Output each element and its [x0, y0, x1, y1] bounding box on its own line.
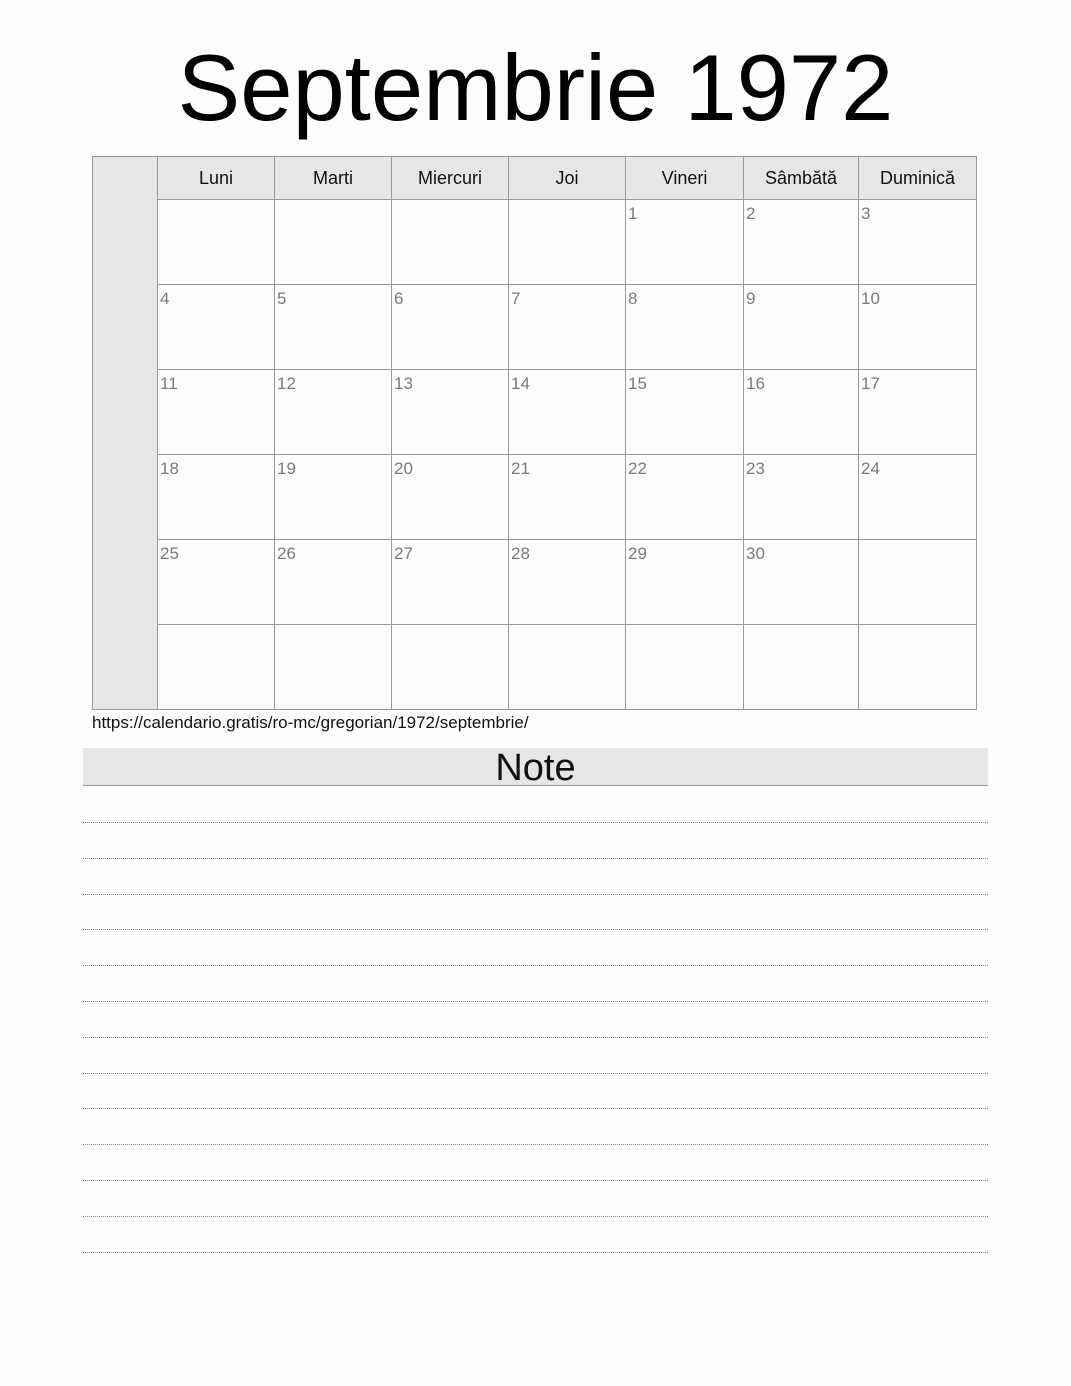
day-cell: [392, 370, 509, 455]
day-number: 9: [746, 289, 756, 308]
day-number: 27: [394, 544, 413, 563]
day-number: 6: [394, 289, 404, 308]
day-cell: [509, 540, 626, 625]
weekday-header: Duminică: [859, 157, 977, 200]
weekday-header: Miercuri: [392, 157, 509, 200]
note-line: [83, 894, 988, 895]
day-number: 2: [746, 204, 756, 223]
day-number: 4: [160, 289, 170, 308]
day-cell: [859, 285, 977, 370]
day-number: 3: [861, 204, 871, 223]
day-cell: [859, 370, 977, 455]
day-cell: [275, 370, 392, 455]
day-cell: [626, 285, 744, 370]
day-cell: [509, 455, 626, 540]
day-cell: [744, 455, 859, 540]
note-line: [83, 1180, 988, 1181]
week-row: [158, 370, 977, 455]
day-number: 19: [277, 459, 296, 478]
note-line: [83, 1037, 988, 1038]
day-cell: [509, 625, 626, 710]
day-cell: [626, 625, 744, 710]
day-number: 30: [746, 544, 765, 563]
day-number: 13: [394, 374, 413, 393]
day-number: 12: [277, 374, 296, 393]
week-row: [158, 200, 977, 285]
day-number: 24: [861, 459, 880, 478]
day-cell: [744, 285, 859, 370]
week-number-column: [93, 157, 158, 709]
week-row: [158, 285, 977, 370]
day-cell: [275, 625, 392, 710]
day-cell: [158, 200, 275, 285]
day-number: 10: [861, 289, 880, 308]
day-cell: [392, 285, 509, 370]
day-cell: [275, 455, 392, 540]
note-line: [83, 1252, 988, 1253]
day-cell: [392, 625, 509, 710]
note-line: [83, 1073, 988, 1074]
day-cell: [275, 540, 392, 625]
weekday-header: Joi: [509, 157, 626, 200]
note-line: [83, 858, 988, 859]
note-line: [83, 1216, 988, 1217]
day-cell: [392, 455, 509, 540]
day-cell: [392, 200, 509, 285]
day-number: 1: [628, 204, 638, 223]
day-cell: [158, 455, 275, 540]
day-grid: [158, 200, 977, 710]
notes-title: Note: [83, 748, 988, 786]
week-row: [158, 455, 977, 540]
note-line: [83, 965, 988, 966]
calendar-grid: [92, 156, 977, 710]
day-cell: [626, 540, 744, 625]
day-number: 29: [628, 544, 647, 563]
day-number: 5: [277, 289, 287, 308]
week-row: [158, 625, 977, 710]
weekday-header: Sâmbătă: [744, 157, 859, 200]
day-number: 23: [746, 459, 765, 478]
page-title: Septembrie 1972: [177, 35, 894, 140]
day-number: 26: [277, 544, 296, 563]
day-number: 16: [746, 374, 765, 393]
day-number: 20: [394, 459, 413, 478]
day-cell: [626, 370, 744, 455]
note-line: [83, 822, 988, 823]
day-cell: [859, 540, 977, 625]
note-line: [83, 929, 988, 930]
day-number: 14: [511, 374, 530, 393]
day-number: 25: [160, 544, 179, 563]
weekday-header: Marti: [275, 157, 392, 200]
day-number: 15: [628, 374, 647, 393]
weekday-header: Vineri: [626, 157, 744, 200]
day-cell: [859, 455, 977, 540]
day-number: 18: [160, 459, 179, 478]
day-cell: [626, 200, 744, 285]
day-number: 7: [511, 289, 521, 308]
day-cell: [509, 200, 626, 285]
day-cell: [744, 370, 859, 455]
day-cell: [158, 285, 275, 370]
day-cell: [744, 540, 859, 625]
day-cell: [158, 370, 275, 455]
day-cell: [158, 625, 275, 710]
day-cell: [859, 625, 977, 710]
day-cell: [509, 285, 626, 370]
day-number: 17: [861, 374, 880, 393]
day-cell: [744, 200, 859, 285]
week-row: [158, 540, 977, 625]
weekday-header-row: [158, 157, 977, 200]
day-number: 22: [628, 459, 647, 478]
day-number: 28: [511, 544, 530, 563]
day-number: 21: [511, 459, 530, 478]
day-cell: [509, 370, 626, 455]
day-cell: [626, 455, 744, 540]
day-cell: [275, 285, 392, 370]
note-line: [83, 1001, 988, 1002]
day-cell: [275, 200, 392, 285]
note-line: [83, 1108, 988, 1109]
day-cell: [859, 200, 977, 285]
weekday-header: Luni: [158, 157, 275, 200]
day-cell: [158, 540, 275, 625]
source-url: https://calendario.gratis/ro-mc/gregorian/1972/septembrie/: [92, 713, 529, 732]
day-cell: [744, 625, 859, 710]
note-line: [83, 1144, 988, 1145]
day-number: 8: [628, 289, 638, 308]
day-number: 11: [160, 374, 178, 393]
day-cell: [392, 540, 509, 625]
